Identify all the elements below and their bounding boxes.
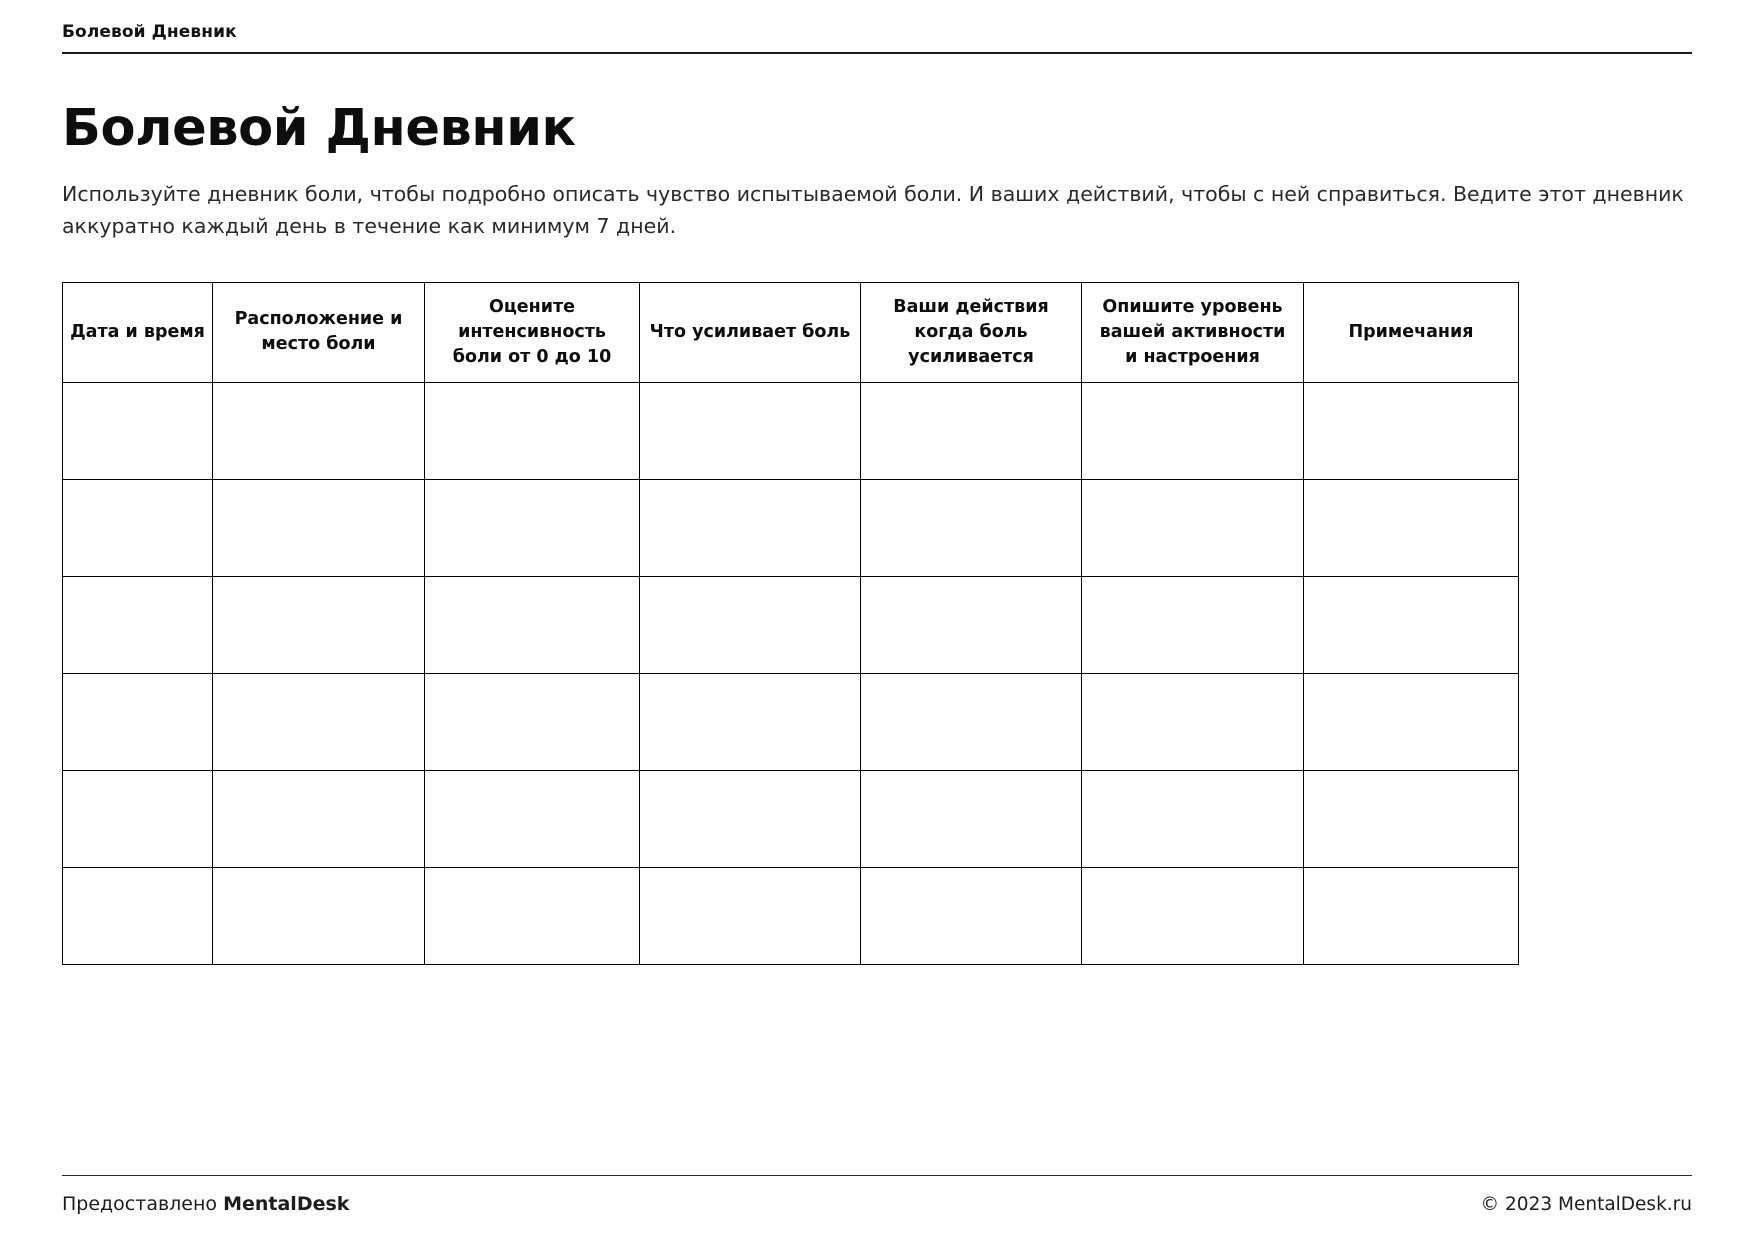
table-cell-activity-mood[interactable] xyxy=(1082,576,1304,673)
footer-provided-by-label: Предоставлено xyxy=(62,1193,224,1215)
table-cell-notes[interactable] xyxy=(1304,770,1519,867)
table-cell-your-actions[interactable] xyxy=(861,479,1082,576)
table-cell-your-actions[interactable] xyxy=(861,576,1082,673)
table-cell-date-time[interactable] xyxy=(63,867,213,964)
table-cell-your-actions[interactable] xyxy=(861,673,1082,770)
table-cell-pain-location[interactable] xyxy=(213,867,425,964)
table-cell-activity-mood[interactable] xyxy=(1082,479,1304,576)
running-header: Болевой Дневник xyxy=(62,0,1692,54)
column-header-line: когда боль xyxy=(914,321,1028,342)
footer-copyright: © 2023 MentalDesk.ru xyxy=(1480,1194,1692,1215)
table-column-header-pain-triggers xyxy=(640,282,861,382)
table-cell-notes[interactable] xyxy=(1304,673,1519,770)
table-cell-pain-location[interactable] xyxy=(213,770,425,867)
column-header-line: Дата и время xyxy=(70,321,205,342)
page-title: Болевой Дневник xyxy=(62,99,576,159)
table-row xyxy=(63,770,1519,867)
table-cell-pain-intensity[interactable] xyxy=(425,479,640,576)
column-header-line: Ваши действия xyxy=(893,296,1049,317)
table-cell-date-time[interactable] xyxy=(63,673,213,770)
table-cell-your-actions[interactable] xyxy=(861,867,1082,964)
table-cell-activity-mood[interactable] xyxy=(1082,673,1304,770)
column-header-line: интенсивность xyxy=(458,321,606,342)
layout-spacer xyxy=(62,965,1692,1175)
table-cell-pain-triggers[interactable] xyxy=(640,382,861,479)
table-column-header-your-actions xyxy=(861,282,1082,382)
table-cell-date-time[interactable] xyxy=(63,479,213,576)
table-cell-your-actions[interactable] xyxy=(861,770,1082,867)
pain-diary-table-wrapper xyxy=(62,242,1692,965)
table-cell-pain-location[interactable] xyxy=(213,382,425,479)
table-cell-pain-location[interactable] xyxy=(213,673,425,770)
footer-provided-by xyxy=(62,1193,349,1215)
column-header-line: Расположение и xyxy=(234,309,403,330)
column-header-line: Опишите уровень xyxy=(1102,296,1283,317)
table-cell-pain-triggers[interactable] xyxy=(640,867,861,964)
table-cell-pain-intensity[interactable] xyxy=(425,382,640,479)
table-cell-notes[interactable] xyxy=(1304,576,1519,673)
table-row xyxy=(63,479,1519,576)
table-cell-pain-location[interactable] xyxy=(213,576,425,673)
table-column-header-notes xyxy=(1304,282,1519,382)
column-header-line: и настроения xyxy=(1125,346,1260,367)
table-cell-pain-intensity[interactable] xyxy=(425,867,640,964)
table-column-header-activity-mood xyxy=(1082,282,1304,382)
footer-brand-name: MentalDesk xyxy=(223,1193,350,1215)
table-row xyxy=(63,673,1519,770)
column-header-line: усиливается xyxy=(908,346,1034,367)
column-header-line: боли от 0 до 10 xyxy=(452,346,612,367)
table-cell-date-time[interactable] xyxy=(63,770,213,867)
table-cell-notes[interactable] xyxy=(1304,382,1519,479)
table-cell-pain-triggers[interactable] xyxy=(640,673,861,770)
table-body xyxy=(63,382,1519,964)
table-row xyxy=(63,382,1519,479)
table-cell-your-actions[interactable] xyxy=(861,382,1082,479)
table-header-row xyxy=(63,282,1519,382)
table-cell-pain-triggers[interactable] xyxy=(640,770,861,867)
table-cell-activity-mood[interactable] xyxy=(1082,867,1304,964)
intro-paragraph: Используйте дневник боли, чтобы подробно описать чувство испытываемой боли. И ваших действий, чтобы с ней справиться. Ведите этот дневник аккуратно каждый день в течение как минимум 7 дней. xyxy=(62,182,1684,238)
table-column-header-pain-intensity xyxy=(425,282,640,382)
table-cell-pain-triggers[interactable] xyxy=(640,576,861,673)
table-cell-activity-mood[interactable] xyxy=(1082,770,1304,867)
column-header-line: Что усиливает боль xyxy=(649,321,851,342)
column-header-line: место боли xyxy=(261,334,376,355)
table-cell-pain-triggers[interactable] xyxy=(640,479,861,576)
document-footer xyxy=(62,1175,1692,1215)
table-cell-pain-intensity[interactable] xyxy=(425,576,640,673)
table-header xyxy=(63,282,1519,382)
table-cell-pain-intensity[interactable] xyxy=(425,673,640,770)
column-header-line: вашей активности xyxy=(1099,321,1286,342)
table-cell-pain-location[interactable] xyxy=(213,479,425,576)
column-header-line: Примечания xyxy=(1348,321,1474,342)
column-header-line: Оцените xyxy=(488,296,576,317)
table-cell-activity-mood[interactable] xyxy=(1082,382,1304,479)
table-column-header-pain-location xyxy=(213,282,425,382)
pain-diary-table xyxy=(62,282,1519,965)
table-cell-notes[interactable] xyxy=(1304,479,1519,576)
table-cell-notes[interactable] xyxy=(1304,867,1519,964)
table-row xyxy=(63,576,1519,673)
table-cell-pain-intensity[interactable] xyxy=(425,770,640,867)
table-row xyxy=(63,867,1519,964)
table-cell-date-time[interactable] xyxy=(63,382,213,479)
table-column-header-date-time xyxy=(63,282,213,382)
table-cell-date-time[interactable] xyxy=(63,576,213,673)
